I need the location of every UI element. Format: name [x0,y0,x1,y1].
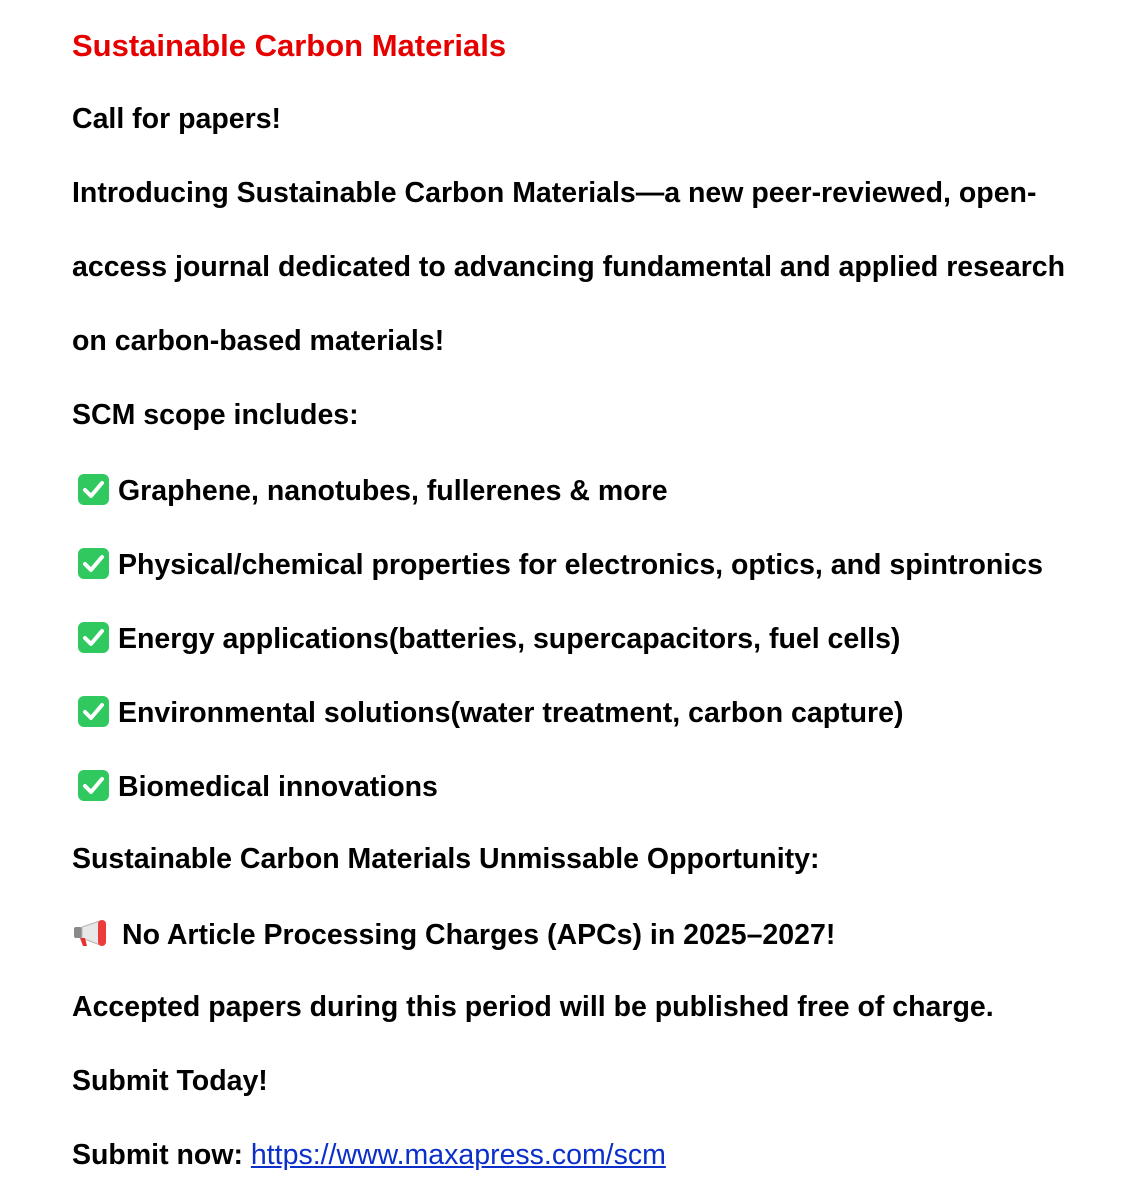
scope-item [72,767,438,807]
check-mark-icon [78,622,109,653]
submit-today: Submit Today! [72,1065,268,1097]
journal-title: Sustainable Carbon Materials [72,28,507,63]
scope-item [72,693,903,733]
scope-item-label: Energy applications(batteries, supercapacitors, fuel cells) [118,623,901,655]
scope-item-label: Graphene, nanotubes, fullerenes & more [118,475,668,507]
apc-notice [72,915,835,955]
check-mark-icon [78,474,109,505]
scope-item [72,545,1043,585]
check-mark-icon [78,696,109,727]
scope-item-label: Physical/chemical properties for electronics, optics, and spintronics [118,549,1043,581]
apc-notice-text: No Article Processing Charges (APCs) in 2025–2027! [122,919,836,951]
intro-line-3: on carbon-based materials! [72,325,445,357]
submit-now-row [72,1135,666,1175]
check-mark-icon [78,548,109,579]
scope-item [72,471,668,511]
scope-item-label: Biomedical innovations [118,771,438,803]
check-mark-icon [78,770,109,801]
opportunity-heading: Sustainable Carbon Materials Unmissable Opportunity: [72,843,820,875]
scope-item-label: Environmental solutions(water treatment, carbon capture) [118,697,904,729]
submission-link[interactable]: https://www.maxapress.com/scm [250,1139,666,1171]
intro-line-1: Introducing Sustainable Carbon Materials—a new peer-reviewed, open- [72,177,1037,209]
scope-heading: SCM scope includes: [72,399,359,431]
submit-now-label: Submit now: [72,1139,243,1171]
scope-item [72,619,900,659]
intro-line-2: access journal dedicated to advancing fundamental and applied research [72,251,1066,283]
call-for-papers: Call for papers! [72,103,282,135]
megaphone-icon [72,918,108,948]
accepted-note: Accepted papers during this period will be published free of charge. [72,991,994,1023]
